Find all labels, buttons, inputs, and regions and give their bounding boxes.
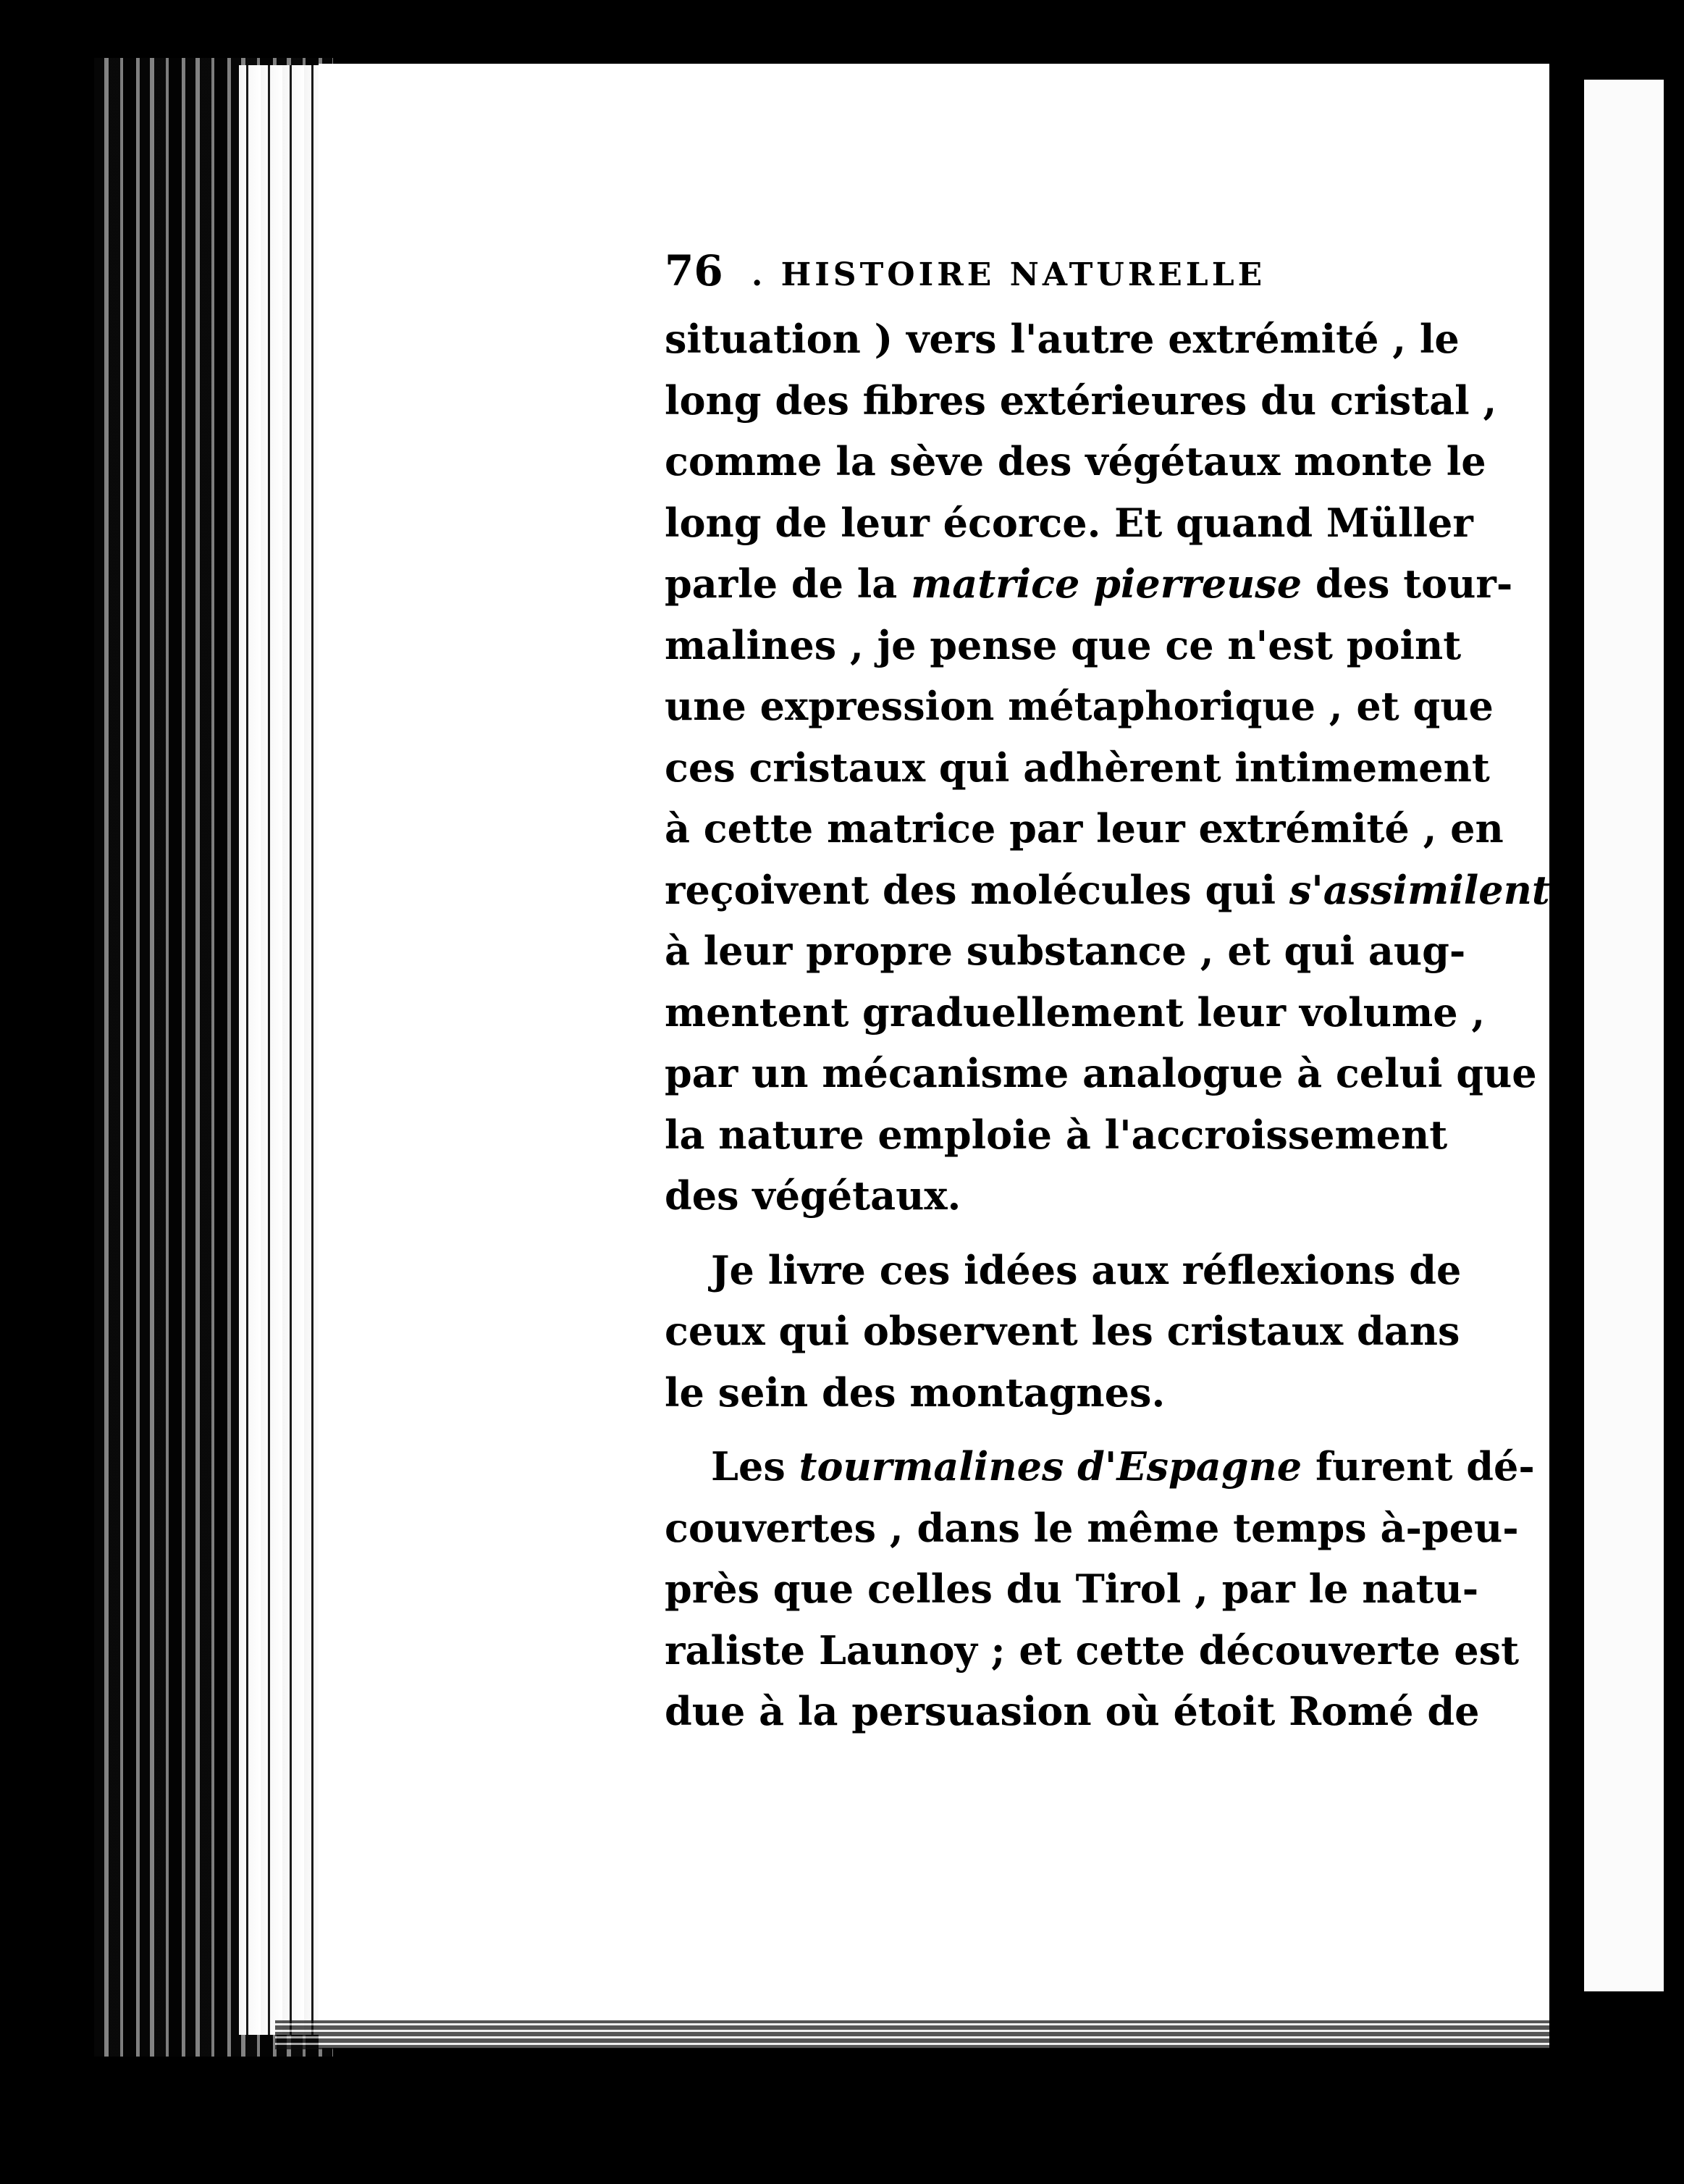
text-line — [665, 431, 1486, 492]
text-line — [665, 1240, 1462, 1301]
text-line — [665, 920, 1466, 982]
text-run: situation ) vers l'autre extrémité , le — [665, 316, 1460, 362]
running-head — [665, 246, 1403, 304]
italic-phrase: tourmalines d'Espagne — [799, 1443, 1302, 1490]
facing-page-edge — [1584, 80, 1664, 1991]
text-line — [665, 737, 1490, 799]
text-line — [665, 676, 1494, 737]
text-run: la nature emploie à l'accroissement — [665, 1111, 1448, 1158]
text-run: une expression métaphorique , et que — [665, 683, 1494, 729]
text-run: des tour- — [1302, 560, 1513, 607]
text-run: long des fibres extérieures du cristal , — [665, 377, 1497, 424]
text-line — [665, 553, 1513, 615]
text-run: à cette matrice par leur extrémité , en — [665, 805, 1504, 852]
italic-phrase: matrice pierreuse — [911, 560, 1302, 607]
text-line — [665, 982, 1486, 1043]
text-line — [665, 798, 1504, 860]
text-run: due à la persuasion où étoit Romé de — [665, 1688, 1480, 1734]
text-block — [665, 246, 1550, 1742]
page-number: 76 — [665, 246, 723, 295]
text-run: ceux qui observent les cristaux dans — [665, 1308, 1460, 1354]
italic-phrase: s'assimilent — [1289, 866, 1550, 913]
page-edge-stack-inner — [239, 65, 319, 2035]
text-run: le sein des montagnes. — [665, 1369, 1166, 1416]
gutter-shadow — [1549, 64, 1584, 2048]
text-line — [665, 1436, 1535, 1498]
text-run: des végétaux. — [665, 1172, 961, 1219]
text-run: reçoivent des molécules qui — [665, 866, 1289, 913]
text-run: long de leur écorce. Et quand Müller — [665, 499, 1473, 546]
text-line — [665, 1104, 1448, 1166]
text-line — [665, 1498, 1519, 1559]
text-line — [665, 308, 1460, 370]
text-run: comme la sève des végétaux monte le — [665, 438, 1486, 484]
text-line — [665, 1165, 1403, 1227]
text-line — [665, 1558, 1479, 1620]
text-line — [665, 860, 1550, 921]
text-run: par un mécanisme analogue à celui que — [665, 1050, 1537, 1096]
text-run: couvertes , dans le même temps à-peu- — [665, 1504, 1519, 1551]
text-line — [665, 492, 1473, 554]
text-run: raliste Launoy ; et cette découverte est — [665, 1626, 1520, 1673]
text-run: à leur propre substance , et qui aug- — [665, 928, 1466, 974]
text-line — [665, 1620, 1520, 1681]
text-run: furent dé- — [1302, 1443, 1535, 1490]
text-run: près que celles du Tirol , par le natu- — [665, 1566, 1479, 1612]
body-text — [665, 308, 1550, 1742]
text-line — [665, 1362, 1403, 1424]
text-run: Les — [711, 1443, 799, 1490]
text-line — [665, 1043, 1537, 1104]
text-run: ces cristaux qui adhèrent intimement — [665, 744, 1490, 791]
text-run: parle de la — [665, 560, 912, 607]
text-line — [665, 1301, 1460, 1362]
text-run: Je livre ces idées aux réflexions de — [711, 1246, 1462, 1293]
text-line — [665, 1681, 1480, 1742]
text-line — [665, 615, 1462, 676]
text-line — [665, 370, 1497, 432]
text-run: mentent graduellement leur volume , — [665, 988, 1486, 1036]
running-head-title: . HISTOIRE NATURELLE — [752, 256, 1266, 293]
text-run: malines , je pense que ce n'est point — [665, 621, 1462, 668]
page-edge-stack-bottom — [275, 2020, 1549, 2049]
